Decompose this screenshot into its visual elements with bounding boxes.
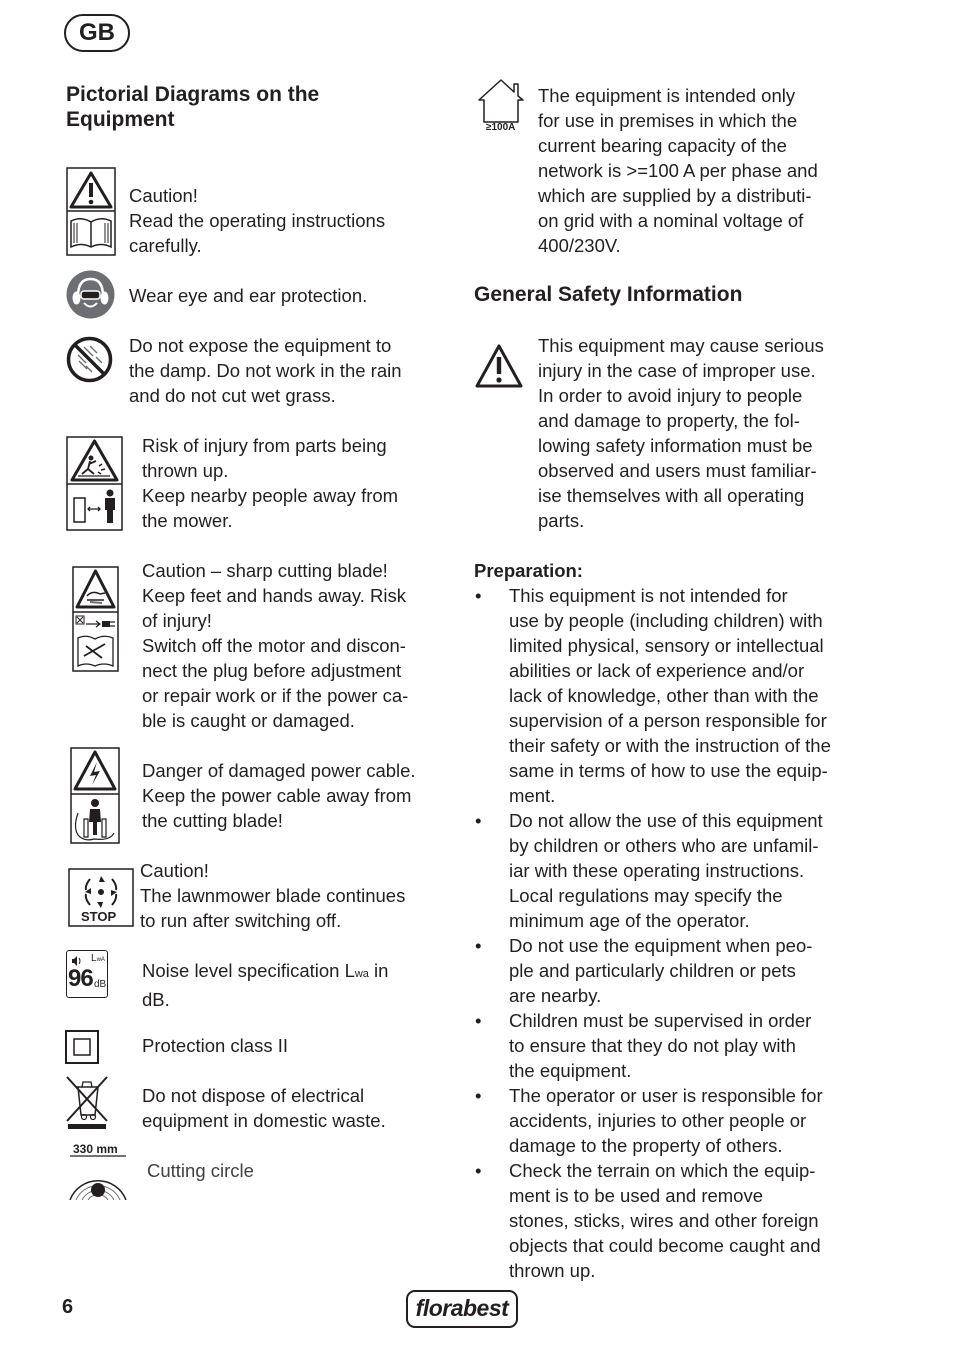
text-line: same in terms of how to use the equip- [509,760,828,781]
noise-l-sub: wA [96,957,105,963]
cutting-circle-icon [66,1142,130,1200]
text-line: Switch off the motor and discon- [142,635,406,656]
text-line: dB. [142,989,170,1010]
brand-logo: florabest [406,1290,518,1328]
text-line: lowing safety information must be [538,435,813,456]
text-line: on grid with a nominal voltage of [538,210,804,231]
text-line: 400/230V. [538,235,621,256]
text-line: and do not cut wet grass. [129,385,336,406]
warning-icon [474,343,524,389]
text-line: iar with these operating instructions. [509,860,805,881]
text-line: network is >=100 A per phase and [538,160,818,181]
text-line: This equipment is not intended for [509,585,788,606]
text-line: lack of knowledge, other than with the [509,685,819,706]
text-line: The equipment is intended only [538,85,796,106]
cut-circle-graphic [66,1154,130,1200]
text-line: Check the terrain on which the equip- [509,1160,816,1181]
pictorial-heading [66,82,319,132]
text-line: to ensure that they do not play with [509,1035,796,1056]
text-line: Read the operating instructions [129,210,386,231]
no-rain-icon [66,336,113,383]
stop-label: STOP [81,909,117,924]
preparation-heading: Preparation: [474,560,583,581]
text-line: The lawnmower blade continues [140,885,406,906]
bullet-marker: • [475,935,482,956]
bullet-marker: • [475,585,482,606]
text-line: use by people (including children) with [509,610,823,631]
text-line: thrown up. [509,1260,596,1281]
text-line: Danger of damaged power cable. [142,760,416,781]
text-line: objects that could become caught and [509,1235,821,1256]
eye-ear-text [129,283,367,308]
cut-size-label: 330 mm [73,1142,118,1156]
house-icon [476,78,526,124]
bullet-item [509,1008,811,1083]
text-line: The operator or user is responsible for [509,1085,823,1106]
text-line: observed and users must familiar- [538,460,817,481]
bullet-marker: • [475,1160,482,1181]
pictorial-heading-line: Pictorial Diagrams on the [66,83,320,106]
text-line: Keep the power cable away from [142,785,412,806]
text-line: ment. [509,785,556,806]
network-capacity-icon [476,78,526,136]
text-line: Keep nearby people away from [142,485,399,506]
network-icon-label: ≥100A [486,122,516,133]
sharp-blade-icon [72,566,119,672]
text-line: their safety or with the instruction of the [509,735,831,756]
blade-text [142,558,408,733]
text-line: Caution! [129,185,198,206]
text-line: the damp. Do not work in the rain [129,360,402,381]
text-line: minimum age of the operator. [509,910,750,931]
safety-heading: General Safety Information [474,283,743,306]
noise-text [142,958,388,1012]
text-line: supervision of a person responsible for [509,710,827,731]
noise-value: 96 [68,965,93,992]
text-line: Do not allow the use of this equipment [509,810,823,831]
cable-text [142,758,416,833]
blade-stop-icon [68,868,134,927]
text-line: or repair work or if the power ca- [142,685,409,706]
text-line: Caution – sharp cutting blade! [142,560,388,581]
text-line: limited physical, sensory or intellectual [509,635,824,656]
text-line: ble is caught or damaged. [142,710,355,731]
bullet-item [509,583,831,808]
text-line: Do not dispose of electrical [142,1085,365,1106]
text-line: Risk of injury from parts being [142,435,387,456]
text-line: Children must be supervised in order [509,1010,812,1031]
text-line: are nearby. [509,985,602,1006]
protection-class-ii-icon [65,1030,99,1064]
text-line: ment is to be used and remove [509,1185,764,1206]
text-line: which are supplied by a distributi- [538,185,812,206]
text-line: Caution! [140,860,209,881]
text-line: thrown up. [142,460,229,481]
text-line: the equipment. [509,1060,632,1081]
text-line: the cutting blade! [142,810,283,831]
noise-l-letter: L [91,953,97,964]
noise-l [91,954,105,965]
text-line: Do not use the equipment when peo- [509,935,813,956]
text-line: Protection class II [142,1035,289,1056]
text-line: the mower. [142,510,233,531]
language-badge: GB [64,14,130,52]
text-line: carefully. [129,235,202,256]
pictorial-heading-line: Equipment [66,108,175,131]
text-line: In order to avoid injury to people [538,385,803,406]
noise-line-main: Noise level specification L [142,960,355,981]
text-line: ise themselves with all operating [538,485,805,506]
noise-line-sub: wa [354,968,369,980]
weee-text [142,1083,386,1133]
page-number: 6 [62,1296,74,1318]
text-line: accidents, injuries to other people or [509,1110,807,1131]
safety-text [538,333,824,533]
text-line: and damage to property, the fol- [538,410,800,431]
electric-cable-icon [70,747,120,844]
text-line: Do not expose the equipment to [129,335,392,356]
text-line: Cutting circle [147,1160,254,1181]
class2-text [142,1033,288,1058]
text-line: for use in premises in which the [538,110,798,131]
warning-book-icon [66,167,116,256]
text-line: injury in the case of improper use. [538,360,816,381]
noise-unit: dB [94,979,107,990]
text-line: Local regulations may specify the [509,885,783,906]
noise-level-icon [66,950,108,998]
text-line: of injury! [142,610,212,631]
eye-ear-protection-icon [66,270,115,319]
text-line: stones, sticks, wires and other foreign [509,1210,819,1231]
text-line: nect the plug before adjustment [142,660,402,681]
text-line: abilities or lack of experience and/or [509,660,805,681]
text-line [142,958,388,987]
bullet-marker: • [475,1085,482,1106]
text-line: by children or others who are unfamil- [509,835,819,856]
bullet-marker: • [475,810,482,831]
thrown-objects-icon [66,436,123,531]
bullet-item [509,933,812,1008]
network-text [538,83,818,258]
circle-text [147,1158,254,1183]
noise-line-end: in [368,960,389,981]
damp-text [129,333,402,408]
thrown-text [142,433,398,533]
text-line: Wear eye and ear protection. [129,285,368,306]
text-line: damage to the property of others. [509,1135,783,1156]
text-line: current bearing capacity of the [538,135,787,156]
crossed-bin-icon [64,1075,110,1130]
text-line: equipment in domestic waste. [142,1110,386,1131]
bullet-item [509,808,823,933]
bullet-item [509,1158,821,1283]
bullet-item [509,1083,823,1158]
caution-read-text [129,183,385,258]
text-line: Keep feet and hands away. Risk [142,585,406,606]
text-line: to run after switching off. [140,910,342,931]
rundown-text [140,858,405,933]
text-line: This equipment may cause serious [538,335,824,356]
text-line: ple and particularly children or pets [509,960,796,981]
text-line: parts. [538,510,585,531]
bullet-marker: • [475,1010,482,1031]
